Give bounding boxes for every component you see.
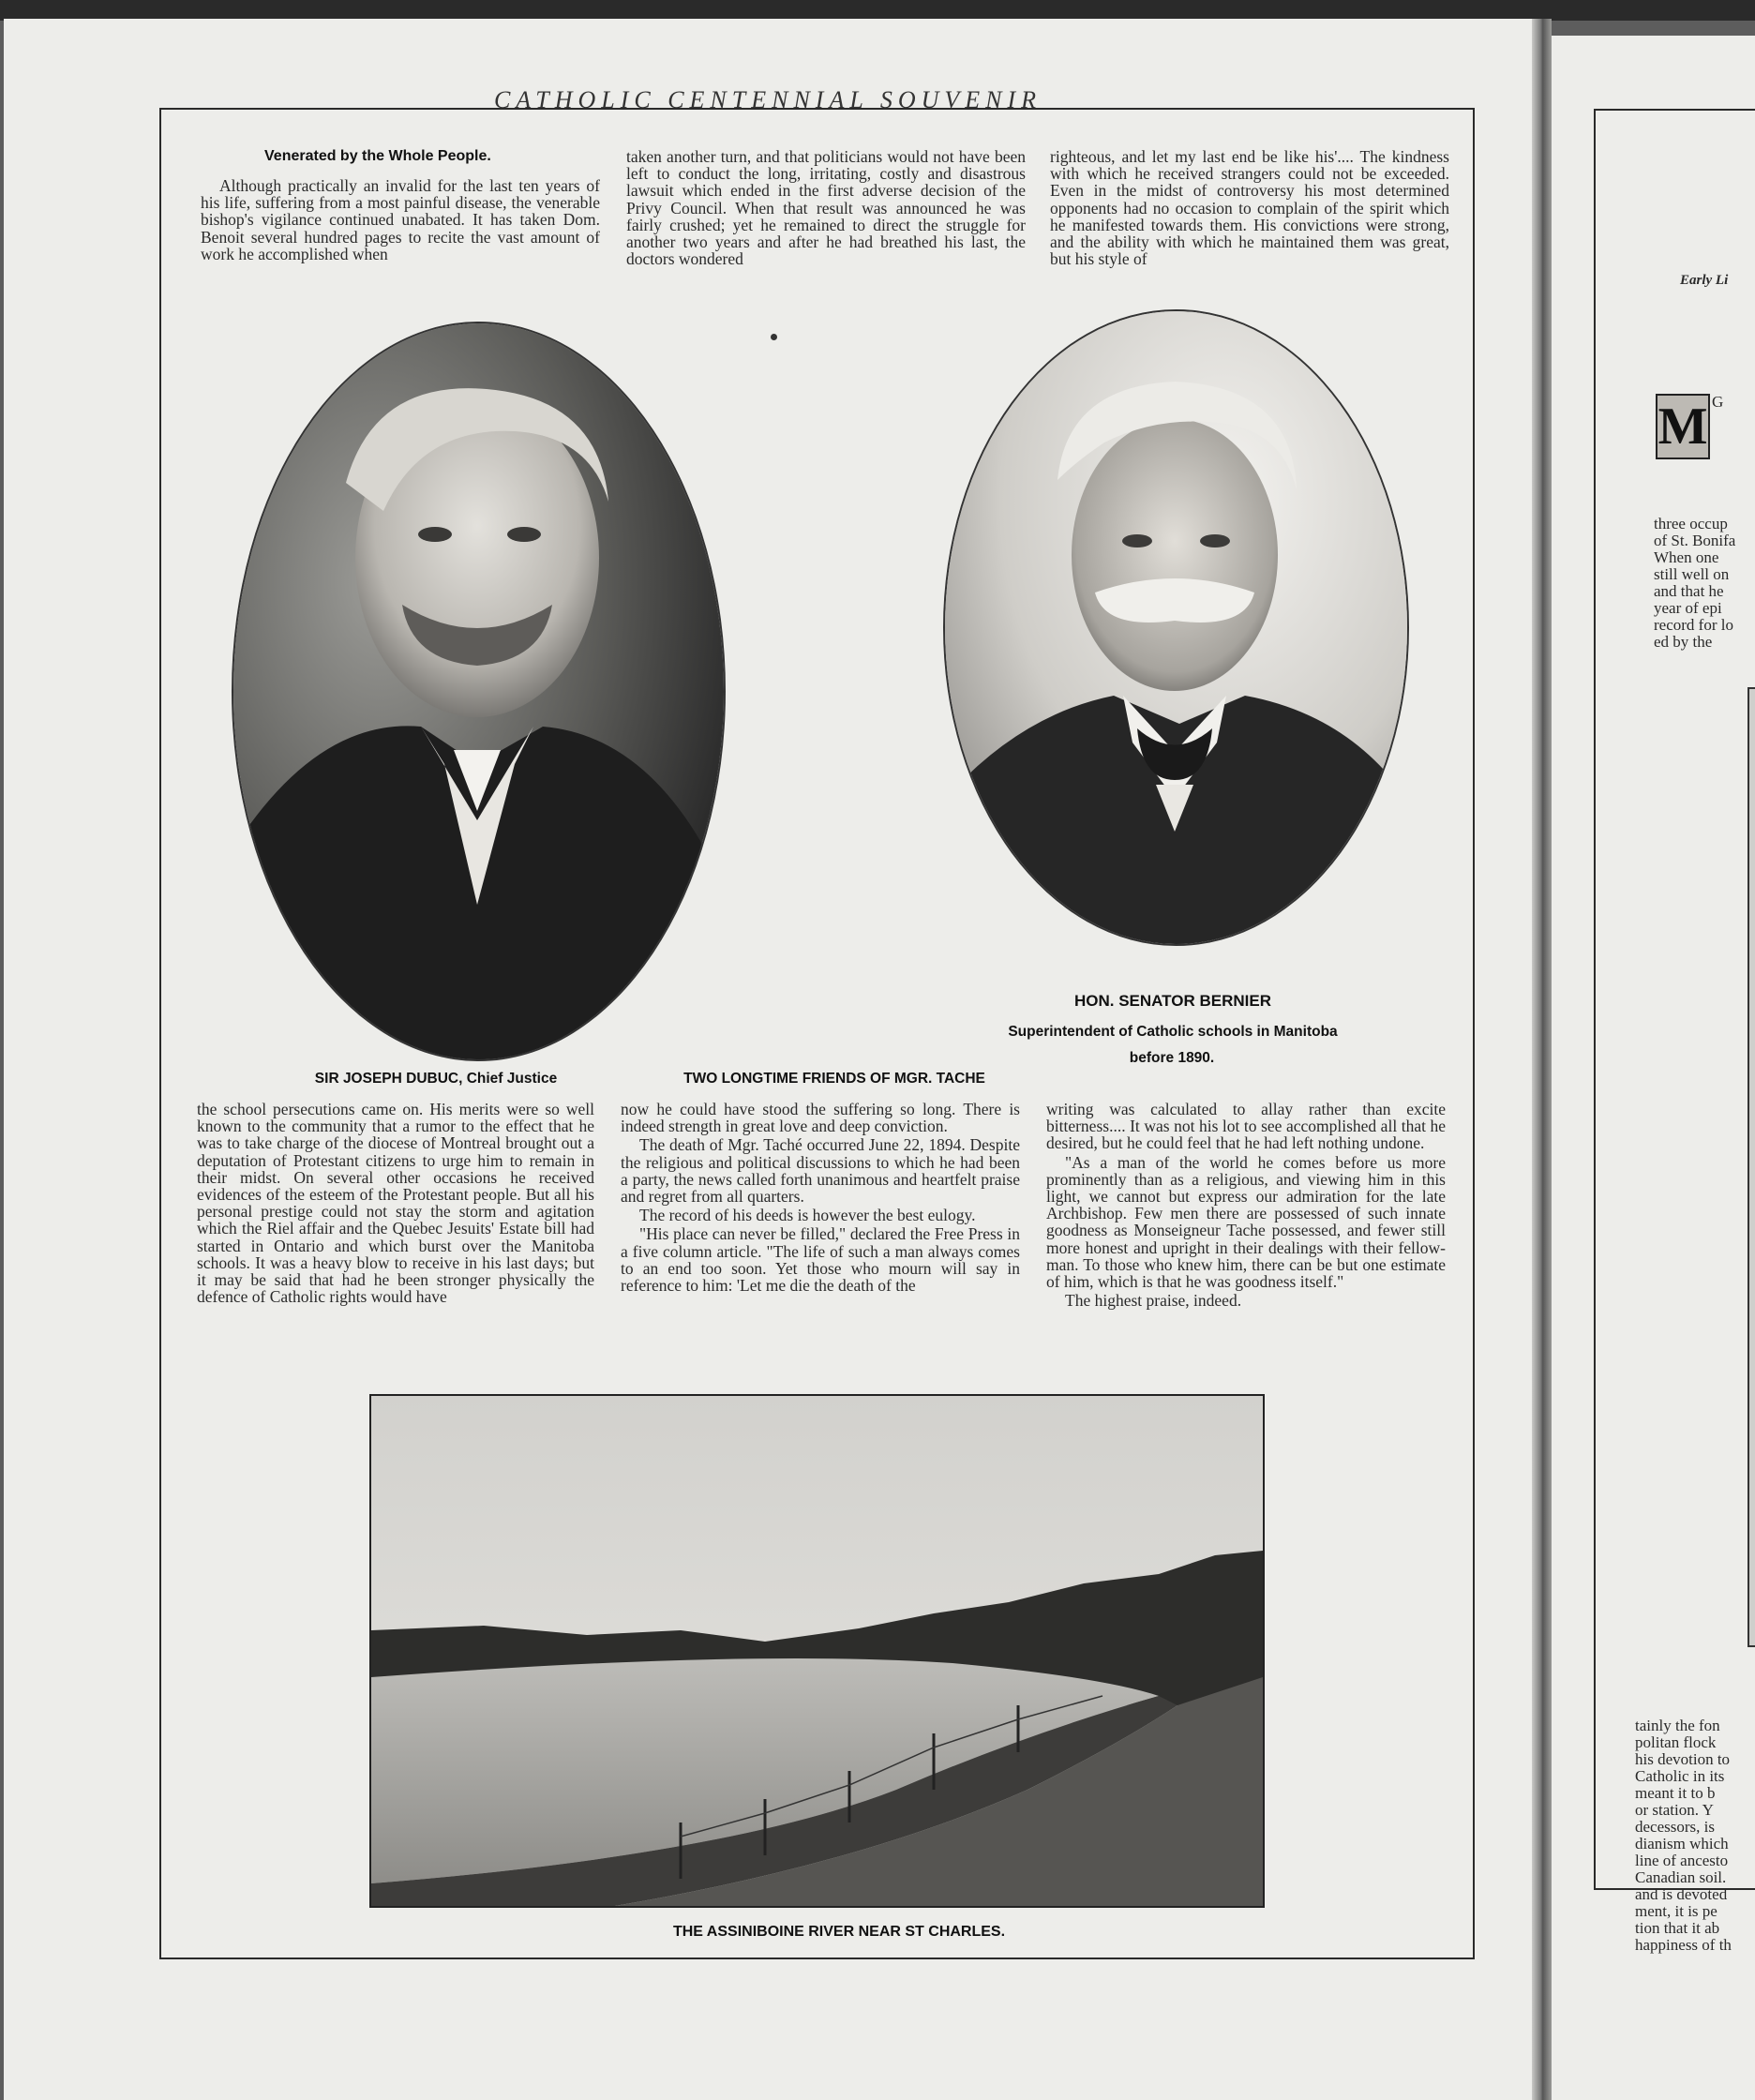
right-text-line: year of epi bbox=[1654, 599, 1722, 617]
book-gutter bbox=[1532, 19, 1552, 2100]
right-page-heading: Early Li bbox=[1680, 273, 1729, 288]
running-head: CATHOLIC CENTENNIAL SOUVENIR bbox=[493, 86, 1042, 113]
right-page-photo-edge bbox=[1748, 687, 1755, 1647]
river-photograph bbox=[369, 1394, 1265, 1908]
column-1-bottom bbox=[197, 1101, 594, 1307]
column-2-bottom bbox=[621, 1101, 1020, 1296]
portrait-joseph-dubuc bbox=[233, 323, 724, 1059]
section-heading: Venerated by the Whole People. bbox=[264, 148, 491, 164]
right-text-line: and is devoted bbox=[1635, 1885, 1728, 1903]
right-text-line: ed by the bbox=[1654, 633, 1713, 651]
caption-two-friends: TWO LONGTIME FRIENDS OF MGR. TACHE bbox=[683, 1071, 985, 1087]
paragraph: taken another turn, and that politicians would not have been left to conduct the long, irritating, costly and disastrous lawsuit which ended in the first adverse decision of the Privy Council. When that result was announced he was fairly crushed; yet he remained to direct the struggle for another two years and after he had breathed his last, the doctors wondered bbox=[626, 147, 1026, 269]
right-text-line: line of ancesto bbox=[1635, 1852, 1729, 1869]
paragraph: writing was calculated to allay rather than excite bitterness.... It was not his lot to see accomplished all that he desired, but he could feel that he had left nothing undone. bbox=[1046, 1100, 1446, 1153]
right-text-line: and that he bbox=[1654, 582, 1724, 600]
right-text-line: Canadian soil. bbox=[1635, 1868, 1727, 1886]
ornament-dot bbox=[771, 334, 777, 340]
right-text-line: meant it to b bbox=[1635, 1784, 1716, 1802]
right-text-line: his devotion to bbox=[1635, 1750, 1731, 1768]
drop-cap: M bbox=[1656, 394, 1710, 459]
column-1-top bbox=[201, 177, 600, 264]
scan-top-edge bbox=[0, 0, 1755, 21]
caption-bernier-year: before 1890. bbox=[1129, 1050, 1215, 1066]
caption-dubuc: SIR JOSEPH DUBUC, Chief Justice bbox=[314, 1071, 558, 1087]
portrait-senator-bernier bbox=[945, 311, 1407, 944]
right-text-line: Catholic in its bbox=[1635, 1767, 1725, 1785]
paragraph: righteous, and let my last end be like his'.... The kindness with which he received strangers could not be exceeded. Even in the midst of controversy his most determined opponents had no occasion to complain of the spirit which he manifested towards them. His convictions were strong, and the ability with which he maintained them was great, but his style of bbox=[1050, 147, 1449, 269]
paragraph: Although practically an invalid for the last ten years of his life, suffering from a most painful disease, the venerable bishop's vigilance continued unabated. It has taken Dom. Benoit several hundred pages to recite the vast amount of work he accomplished when bbox=[201, 176, 600, 263]
right-text-line: still well on bbox=[1654, 565, 1730, 583]
paragraph: The record of his deeds is however the best eulogy. bbox=[639, 1206, 976, 1225]
column-3-top bbox=[1050, 148, 1449, 269]
drop-cap-rest: G bbox=[1712, 393, 1724, 411]
right-page-border bbox=[1594, 109, 1755, 1890]
caption-bernier-name: HON. SENATOR BERNIER bbox=[1073, 992, 1271, 1010]
right-text-line: of St. Bonifa bbox=[1654, 532, 1736, 549]
right-text-line: ment, it is pe bbox=[1635, 1902, 1718, 1920]
right-text-line: three occup bbox=[1654, 515, 1728, 532]
river-image bbox=[371, 1396, 1263, 1906]
column-3-bottom bbox=[1046, 1101, 1446, 1311]
right-text-line: When one bbox=[1654, 548, 1719, 566]
paragraph: now he could have stood the suffering so long. There is indeed strength in great love and deep conviction. bbox=[621, 1100, 1020, 1136]
right-text-line: or station. Y bbox=[1635, 1801, 1714, 1819]
paragraph: The death of Mgr. Taché occurred June 22, 1894. Despite the religious and political discussions to which he had been a party, the news called forth unanimous and heartfelt praise and regret from all quarters. bbox=[621, 1135, 1020, 1207]
right-text-line: politan flock bbox=[1635, 1733, 1717, 1751]
right-text-line: tion that it ab bbox=[1635, 1919, 1720, 1937]
caption-river: THE ASSINIBOINE RIVER NEAR ST CHARLES. bbox=[672, 1924, 1006, 1940]
right-text-line: happiness of th bbox=[1635, 1936, 1732, 1954]
paragraph: the school persecutions came on. His merits were so well known to the community that a rumor to the effect that he was to take charge of the diocese of Montreal brought out a deputation of Protestant citizens to urge him to remain in their midst. On several other occasions he received evidences of the esteem of the Protestant people. But all his personal prestige could not stay the storm and agitation which the Riel affair and the Quebec Jesuits' Estate bill had started in Ontario and which burst over the Manitoba schools. It was a heavy blow to receive in his last days; but it may be said that had he been stronger physically the defence of Catholic rights would have bbox=[197, 1100, 594, 1307]
right-text-line: dianism which bbox=[1635, 1835, 1729, 1852]
right-text-line: decessors, is bbox=[1635, 1818, 1715, 1836]
paragraph: The highest praise, indeed. bbox=[1065, 1291, 1242, 1311]
portrait-image bbox=[945, 311, 1407, 944]
right-text-line: tainly the fon bbox=[1635, 1717, 1720, 1734]
right-text-line: record for lo bbox=[1654, 616, 1733, 634]
paragraph: "As a man of the world he comes before us more prominently than as a religious, and viewing him in this light, we cannot but express our admiration for the late Archbishop. Few men there are possessed of such innate goodness as Monseigneur Tache possessed, and fewer still more honest and upright in their dealings with their fellow-man. To those who knew him, there can be but one estimate of him, which is that he was goodness itself." bbox=[1046, 1152, 1446, 1292]
caption-bernier-title: Superintendent of Catholic schools in Manitoba bbox=[1008, 1024, 1338, 1040]
portrait-image bbox=[233, 323, 724, 1059]
paragraph: "His place can never be filled," declared the Free Press in a five column article. "The life of such a man always comes to an end too soon. Yet those who mourn will say in reference to him: 'Let me die the death of the bbox=[621, 1224, 1020, 1296]
column-2-top bbox=[626, 148, 1026, 269]
